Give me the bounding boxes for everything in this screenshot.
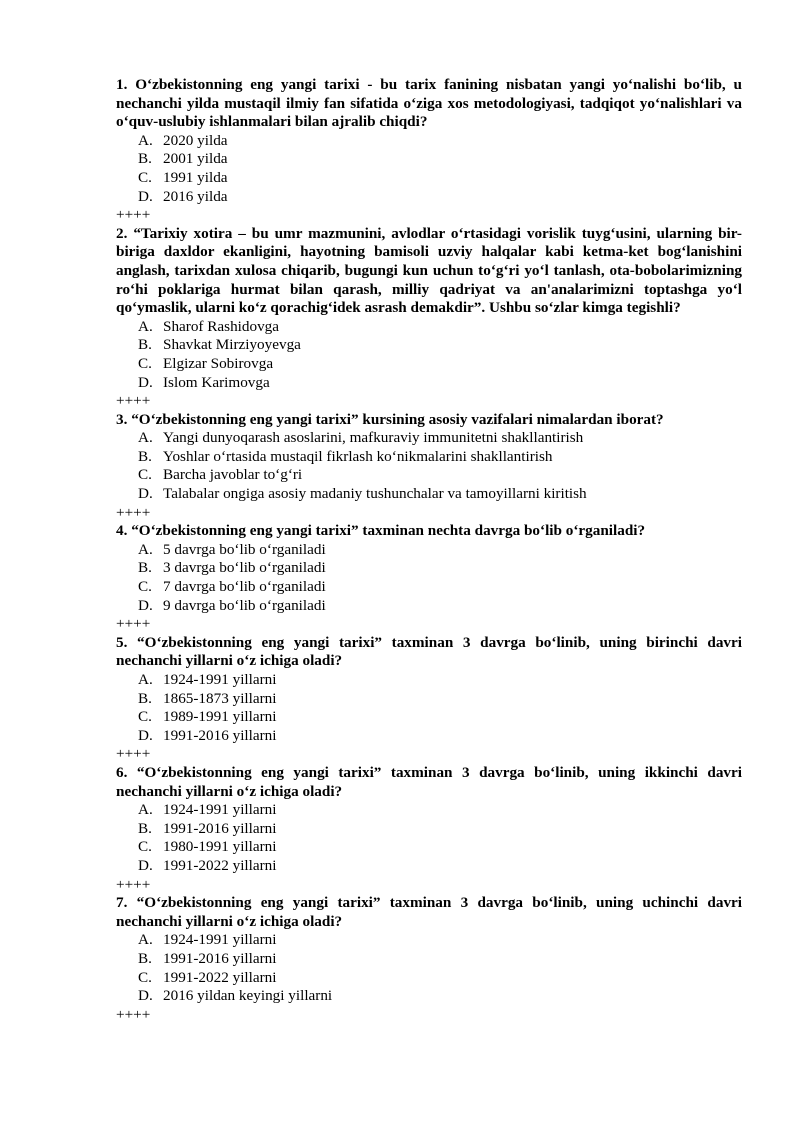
option-text: 7 davrga bo‘lib o‘rganiladi	[163, 578, 326, 596]
question-1	[116, 76, 742, 225]
option-text: Elgizar Sobirovga	[163, 354, 274, 372]
question-text: 3. “O‘zbekistonning eng yangi tarixi” kursining asosiy vazifalari nimalardan iborat?	[116, 410, 664, 428]
question-text: 2. “Tarixiy xotira – bu umr mazmunini, avlodlar o‘rtasidagi vorislik tuyg‘usini, ularning bir-biriga daxldor ekanligini, hayotning bamisoli uzviy halqalar kabi ketma-ket bog‘lanishini anglash, tarixdan xulosa chiqarib, bugungi kun uchun to‘g‘ri yo‘l tanlash, ota-bobolarimizning ro‘hi poklariga hurmat bilan qarash, milliy qadriyat va an'analarimizni toptashga yo‘l qo‘ymaslik, ularni ko‘z qorachig‘idek asrash demakdir”. Ushbu so‘zlar kimga tegishli?	[116, 224, 742, 317]
option-c	[138, 169, 742, 188]
option-list	[116, 132, 742, 206]
option-letter: C.	[138, 466, 152, 484]
option-letter: D.	[138, 485, 153, 503]
option-text: 1991-2016 yillarni	[163, 726, 277, 744]
option-a	[138, 671, 742, 690]
question-text: 4. “O‘zbekistonning eng yangi tarixi” taxminan nechta davrga bo‘lib o‘rganiladi?	[116, 522, 646, 540]
option-text: Sharof Rashidovga	[163, 317, 279, 335]
option-letter: C.	[138, 968, 152, 986]
option-text: Talabalar ongiga asosiy madaniy tushunchalar va tamoyillarni kiritish	[163, 485, 587, 503]
option-text: Yangi dunyoqarash asoslarini, mafkuraviy immunitetni shakllantirish	[163, 429, 584, 447]
option-c	[138, 838, 742, 857]
question-2	[116, 225, 742, 411]
option-text: 1924-1991 yillarni	[163, 801, 277, 819]
option-letter: A.	[138, 801, 153, 819]
option-letter: C.	[138, 354, 152, 372]
option-text: 5 davrga bo‘lib o‘rganiladi	[163, 540, 326, 558]
option-c	[138, 969, 742, 988]
option-b	[138, 448, 742, 467]
question-separator: ++++	[116, 206, 151, 224]
option-b	[138, 820, 742, 839]
option-text: Yoshlar o‘rtasida mustaqil fikrlash ko‘nikmalarini shakllantirish	[163, 447, 553, 465]
option-letter: C.	[138, 708, 152, 726]
option-letter: A.	[138, 429, 153, 447]
option-letter: B.	[138, 949, 152, 967]
option-a	[138, 132, 742, 151]
question-text: 1. O‘zbekistonning eng yangi tarixi - bu tarix fanining nisbatan yangi yo‘nalishi bo‘lib, u nechanchi yilda mustaqil ilmiy fan sifatida o‘ziga xos metodologiyasi, tadqiqot yo‘nalishlari va o‘quv-uslubiy ishlanmalari bilan ajralib chiqdi?	[116, 76, 742, 131]
option-text: 1991-2016 yillarni	[163, 819, 277, 837]
question-7	[116, 894, 742, 1024]
option-list	[116, 671, 742, 745]
option-letter: D.	[138, 726, 153, 744]
option-text: 2016 yilda	[163, 187, 228, 205]
question-text: 7. “O‘zbekistonning eng yangi tarixi” taxminan 3 davrga bo‘linib, uning uchinchi davri nechanchi yillarni o‘z ichiga oladi?	[116, 894, 742, 930]
question-separator: ++++	[116, 615, 151, 633]
option-text: Shavkat Mirziyoyevga	[163, 336, 301, 354]
option-letter: B.	[138, 689, 152, 707]
option-b	[138, 690, 742, 709]
option-a	[138, 801, 742, 820]
option-a	[138, 541, 742, 560]
option-letter: C.	[138, 168, 152, 186]
option-list	[116, 429, 742, 503]
option-list	[116, 318, 742, 392]
option-letter: A.	[138, 671, 153, 688]
question-separator: ++++	[116, 503, 151, 521]
option-d	[138, 485, 742, 504]
option-d	[138, 374, 742, 393]
option-letter: B.	[138, 447, 152, 465]
option-d	[138, 727, 742, 746]
option-d	[138, 188, 742, 207]
question-3	[116, 411, 742, 523]
option-letter: D.	[138, 187, 153, 205]
option-letter: B.	[138, 336, 152, 354]
option-letter: D.	[138, 856, 153, 874]
question-6	[116, 764, 742, 894]
option-text: 2016 yildan keyingi yillarni	[163, 987, 333, 1005]
option-letter: D.	[138, 373, 153, 391]
option-text: Islom Karimovga	[163, 373, 270, 391]
question-text: 5. “O‘zbekistonning eng yangi tarixi” taxminan 3 davrga bo‘linib, uning birinchi davri nechanchi yillarni o‘z ichiga oladi?	[116, 633, 742, 670]
option-text: 3 davrga bo‘lib o‘rganiladi	[163, 559, 326, 577]
option-text: 1924-1991 yillarni	[163, 671, 277, 688]
option-text: 1924-1991 yillarni	[163, 931, 277, 949]
option-letter: A.	[138, 931, 153, 949]
option-letter: B.	[138, 559, 152, 577]
question-4	[116, 522, 742, 634]
option-b	[138, 559, 742, 578]
option-letter: C.	[138, 838, 152, 856]
question-separator: ++++	[116, 745, 151, 763]
option-text: 1991-2022 yillarni	[163, 968, 277, 986]
option-text: 1991-2016 yillarni	[163, 949, 277, 967]
option-text: 1980-1991 yillarni	[163, 838, 277, 856]
option-c	[138, 578, 742, 597]
option-letter: D.	[138, 987, 153, 1005]
option-letter: B.	[138, 819, 152, 837]
option-c	[138, 355, 742, 374]
option-letter: A.	[138, 131, 153, 149]
option-text: 1991 yilda	[163, 168, 228, 186]
option-text: 1865-1873 yillarni	[163, 689, 277, 707]
question-5	[116, 634, 742, 764]
option-letter: B.	[138, 150, 152, 168]
option-text: 2001 yilda	[163, 150, 228, 168]
option-list	[116, 801, 742, 875]
option-a	[138, 318, 742, 337]
question-separator: ++++	[116, 875, 151, 893]
option-text: 2020 yilda	[163, 131, 228, 149]
option-c	[138, 708, 742, 727]
question-separator: ++++	[116, 1005, 151, 1023]
option-letter: D.	[138, 596, 153, 614]
option-list	[116, 931, 742, 1005]
option-d	[138, 597, 742, 616]
option-list	[116, 541, 742, 615]
option-c	[138, 466, 742, 485]
option-d	[138, 857, 742, 876]
option-a	[138, 429, 742, 448]
option-letter: A.	[138, 540, 153, 558]
option-d	[138, 987, 742, 1006]
question-separator: ++++	[116, 392, 151, 410]
option-b	[138, 150, 742, 169]
option-a	[138, 931, 742, 950]
option-text: Barcha javoblar to‘g‘ri	[163, 466, 303, 484]
option-b	[138, 336, 742, 355]
option-letter: C.	[138, 578, 152, 596]
option-text: 1989-1991 yillarni	[163, 708, 277, 726]
question-text: 6. “O‘zbekistonning eng yangi tarixi” taxminan 3 davrga bo‘linib, uning ikkinchi davri nechanchi yillarni o‘z ichiga oladi?	[116, 763, 742, 800]
option-letter: A.	[138, 317, 153, 335]
document-page	[116, 76, 742, 1024]
option-text: 1991-2022 yillarni	[163, 856, 277, 874]
option-b	[138, 950, 742, 969]
option-text: 9 davrga bo‘lib o‘rganiladi	[163, 596, 326, 614]
